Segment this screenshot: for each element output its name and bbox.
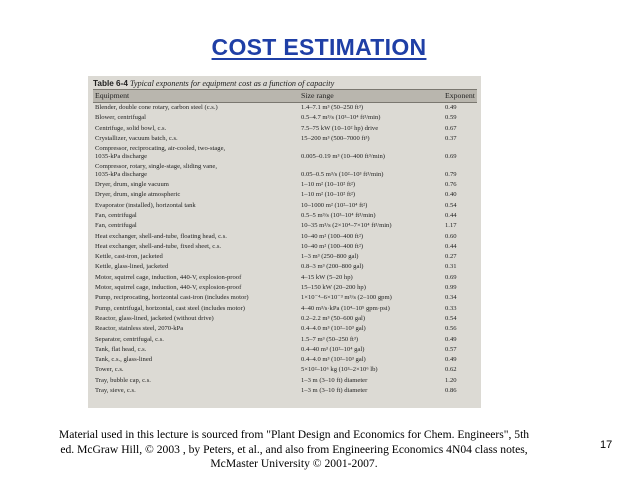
cell-size-range: 15–150 kW (20–200 hp) [301, 284, 366, 291]
cell-exponent: 0.57 [445, 345, 457, 353]
cell-exponent: 0.40 [445, 191, 457, 199]
cell-equipment: 1035-kPa discharge [95, 152, 148, 160]
cell-equipment: Tray, sieve, c.s. [95, 387, 136, 394]
slide-title: COST ESTIMATION [211, 34, 427, 60]
cell-exponent: 0.27 [445, 253, 457, 261]
cell-exponent: 0.59 [445, 114, 457, 122]
cell-exponent: 0.60 [445, 232, 457, 240]
cell-size-range: 0.05–0.5 m³/s (10²–10³ ft³/min) [301, 170, 384, 178]
table-header-rule [93, 102, 477, 103]
cell-size-range: 0.4–4.0 m³ (10²–10³ gal) [301, 356, 366, 364]
cell-size-range: 0.4–40 m³ (10²–10⁴ gal) [301, 345, 365, 353]
cell-size-range: 0.8–3 m³ (200–800 gal) [301, 263, 364, 271]
cell-equipment: Crystallizer, vacuum batch, c.s. [95, 134, 178, 142]
cell-equipment: Reactor, stainless steel, 2070-kPa [95, 325, 184, 333]
cell-size-range: 0.5–5 m³/s (10³–10⁴ ft³/min) [301, 211, 376, 219]
cell-exponent: 0.67 [445, 124, 457, 132]
cell-equipment: Compressor, reciprocating, air-cooled, two-stage, [95, 145, 226, 153]
cell-size-range: 1–3 m (3–10 ft) diameter [301, 376, 368, 384]
cell-size-range: 1–3 m³ (250–800 gal) [301, 253, 359, 261]
footnote-line: ed. McGraw Hill, © 2003 , by Peters, et al., and also from Engineering Economics 4N04 class notes, [60, 442, 528, 456]
cell-size-range: 10–40 m² (100–400 ft²) [301, 232, 364, 240]
cell-size-range: 1.4–7.1 m³ (50–250 ft³) [301, 104, 364, 111]
cell-equipment: Blender, double cone rotary, carbon steel (c.s.) [95, 104, 218, 111]
cell-size-range: 1–10 m² (10–10² ft²) [301, 191, 356, 199]
cell-exponent: 0.33 [445, 304, 457, 312]
cell-exponent: 0.37 [445, 134, 457, 142]
cell-equipment: Tower, c.s. [95, 366, 124, 374]
cell-size-range: 1–3 m (3–10 ft) diameter [301, 387, 368, 394]
cell-exponent: 0.44 [445, 211, 457, 219]
cell-equipment: Pump, reciprocating, horizontal cast-iron (includes motor) [95, 294, 249, 302]
cell-exponent: 1.17 [445, 222, 457, 230]
cell-equipment: Pump, centrifugal, horizontal, cast steel (includes motor) [95, 304, 245, 312]
table-caption-number: Table 6-4 [93, 79, 128, 88]
cell-equipment: Motor, squirrel cage, induction, 440-V, explosion-proof [95, 284, 242, 291]
cell-equipment: Heat exchanger, shell-and-tube, fixed sheet, c.s. [95, 242, 222, 250]
scanned-table-image [88, 76, 481, 408]
table-caption-text: Typical exponents for equipment cost as a function of capacity [129, 79, 335, 88]
cell-size-range: 0.005–0.19 m³ (10–400 ft³/min) [301, 152, 385, 160]
cell-size-range: 10–35 m³/s (2×10⁴–7×10⁴ ft³/min) [301, 222, 392, 230]
cell-size-range: 1×10⁻⁴–6×10⁻³ m³/s (2–100 gpm) [301, 294, 392, 302]
cell-size-range: 10–40 m² (100–400 ft²) [301, 242, 364, 250]
cell-exponent: 0.44 [445, 242, 457, 250]
cell-equipment: Heat exchanger, shell-and-tube, floating head, c.s. [95, 232, 227, 240]
cell-exponent: 0.69 [445, 273, 457, 281]
cell-equipment: Reactor, glass-lined, jacketed (without drive) [95, 314, 214, 322]
page-number: 17 [600, 439, 613, 451]
cell-size-range: 7.5–75 kW (10–10² hp) drive [301, 124, 379, 132]
cell-size-range: 5×10²–10⁶ kg (10³–2×10⁶ lb) [301, 366, 378, 374]
source-footnote [20, 428, 568, 472]
footnote-line: Material used in this lecture is sourced from "Plant Design and Economics for Chem. Engineers", 5th [58, 428, 530, 441]
cell-size-range: 0.5–4.7 m³/s (10³–10⁴ ft³/min) [301, 114, 381, 122]
cell-exponent: 0.62 [445, 366, 457, 374]
cell-exponent: 0.54 [445, 201, 457, 209]
cell-size-range: 4–15 kW (5–20 hp) [301, 273, 353, 281]
cell-exponent: 0.79 [445, 170, 457, 178]
cell-exponent: 0.56 [445, 325, 457, 333]
cell-exponent: 0.54 [445, 314, 457, 322]
cell-equipment: Dryer, drum, single atmospheric [95, 191, 181, 199]
header-exponent: Exponent [445, 91, 475, 100]
cell-size-range: 1–10 m² (10–10² ft²) [301, 181, 356, 188]
cell-exponent: 0.49 [445, 356, 457, 364]
cell-exponent: 0.31 [445, 263, 457, 271]
cell-exponent: 1.20 [445, 376, 457, 384]
cell-equipment: Kettle, glass-lined, jacketed [95, 263, 169, 271]
cell-equipment: Compressor, rotary, single-stage, sliding vane, [95, 163, 217, 171]
cell-size-range: 15–200 m³ (500–7000 ft³) [301, 134, 370, 142]
footnote-line: McMaster University © 2001-2007. [210, 457, 378, 471]
cell-equipment: Motor, squirrel cage, induction, 440-V, explosion-proof [95, 273, 242, 281]
cell-exponent: 0.86 [445, 387, 457, 394]
cell-equipment: Tank, c.s., glass-lined [95, 356, 153, 364]
cell-size-range: 4–40 m³/s·kPa (10⁴–10⁵ gpm·psi) [301, 304, 390, 312]
cell-equipment: Separator, centrifugal, c.s. [95, 335, 164, 343]
cell-exponent: 0.34 [445, 294, 457, 302]
cell-equipment: Tank, flat head, c.s. [95, 345, 147, 353]
header-size-range: Size range [301, 91, 334, 100]
cell-exponent: 0.49 [445, 104, 457, 111]
cell-equipment: Tray, bubble cap, c.s. [95, 376, 151, 384]
cell-exponent: 0.49 [445, 335, 457, 343]
cell-exponent: 0.99 [445, 284, 457, 291]
cell-equipment: Fan, centrifugal [95, 211, 137, 219]
cell-exponent: 0.69 [445, 152, 457, 160]
cell-equipment: Fan, centrifugal [95, 222, 137, 230]
cell-size-range: 0.2–2.2 m³ (50–600 gal) [301, 314, 366, 322]
cell-size-range: 0.4–4.0 m³ (10²–10³ gal) [301, 325, 366, 333]
cell-equipment: Kettle, cast-iron, jacketed [95, 253, 163, 261]
table-header [93, 90, 477, 102]
header-equipment: Equipment [95, 91, 130, 100]
cell-equipment: 1035-kPa discharge [95, 170, 148, 178]
cell-equipment: Centrifuge, solid bowl, c.s. [95, 124, 167, 132]
cell-equipment: Dryer, drum, single vacuum [95, 181, 169, 188]
cell-size-range: 1.5–7 m³ (50–250 ft³) [301, 335, 359, 343]
table-body [93, 104, 477, 408]
cell-equipment: Blower, centrifugal [95, 114, 147, 122]
table-caption [93, 79, 477, 88]
cell-size-range: 10–1000 m² (10²–10⁴ ft²) [301, 201, 368, 209]
cell-equipment: Evaporator (installed), horizontal tank [95, 201, 196, 209]
cell-exponent: 0.76 [445, 181, 457, 188]
